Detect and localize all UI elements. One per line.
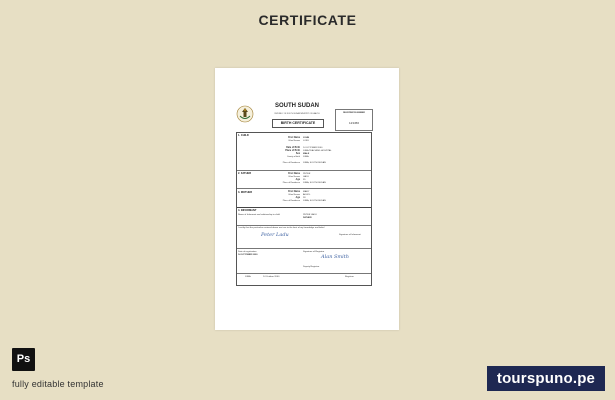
registration-label: REGISTRATION NUMBER [343, 112, 365, 114]
divider [237, 248, 371, 249]
certificate-sheet [215, 68, 399, 330]
informant-name: PETER LADU [303, 214, 317, 216]
child-pob-label: Place of Birth [285, 150, 300, 152]
child-sex-label: Sex [295, 153, 300, 155]
child-residence-label: Place of Residence [282, 162, 300, 164]
divider [237, 273, 371, 274]
child-sex: MALE [303, 153, 310, 155]
coat-of-arms-icon [236, 105, 254, 123]
child-dob: 14 OCTOBER 2000 [303, 147, 323, 149]
section-informant: 4. INFORMANT [238, 209, 257, 212]
registrar-signature-label: Signature of Registrar [303, 251, 325, 253]
details-frame [236, 132, 372, 286]
father-age: 35 [303, 179, 306, 181]
child-first-name-label: First Name [288, 137, 300, 139]
child-first-name: JOHN [303, 137, 310, 139]
certificate-type: BIRTH CERTIFICATE [272, 119, 324, 128]
footer-registrar: Registrar [345, 276, 354, 278]
section-mother: 3. MOTHER [238, 191, 253, 194]
registrar-signature: Alan Smith [321, 254, 349, 260]
mother-other-names: AKUOL [303, 194, 311, 196]
country-heading: SOUTH SUDAN [274, 103, 319, 109]
child-pob: JUBA TEACHING HOSPITAL [303, 150, 332, 152]
footer-date: 14 October 2000 [263, 276, 280, 278]
father-age-label: Age [295, 179, 300, 181]
child-dob-label: Date of Birth [286, 147, 300, 149]
child-residence: JUBA, SOUTH SUDAN [303, 162, 326, 164]
ministry-line: REPUBLIC OF SOUTH SUDAN MINISTRY OF HEALTH [274, 113, 320, 115]
informant-signature-label: Signature of Informant [339, 234, 361, 236]
divider [237, 188, 371, 189]
mother-residence: JUBA, SOUTH SUDAN [303, 200, 326, 202]
child-other-names-label: Other Names [288, 140, 300, 142]
mother-residence-label: Place of Residence [282, 200, 300, 202]
brand-logo: tourspuno.pe [487, 366, 605, 391]
divider [237, 170, 371, 171]
informant-signature: Peter Ladu [261, 232, 289, 238]
father-residence-label: Place of Residence [282, 182, 300, 184]
page-title: CERTIFICATE [258, 12, 357, 28]
divider [237, 207, 371, 208]
child-county: JUBA [303, 156, 309, 158]
divider [237, 225, 371, 226]
mother-age: 28 [303, 197, 306, 199]
father-first-name-label: First Name [288, 173, 300, 175]
date-registration: 14 OCTOBER 2000 [238, 254, 258, 256]
section-child: 1. CHILD [238, 134, 249, 137]
registration-box [335, 109, 373, 131]
template-caption: fully editable template [12, 379, 104, 389]
date-registration-label: Date of registration [238, 251, 257, 253]
mother-other-names-label: Other Names [288, 194, 300, 196]
mother-first-name-label: First Name [288, 191, 300, 193]
mother-age-label: Age [295, 197, 300, 199]
father-residence: JUBA, SOUTH SUDAN [303, 182, 326, 184]
child-other-names: LOKU [303, 140, 309, 142]
registration-number: 123456 [348, 121, 359, 125]
informant-relationship: FATHER [303, 217, 312, 219]
father-first-name: PETER [303, 173, 311, 175]
certify-statement: I certify that the particulars entered above are true to the best of my knowledge and belief [238, 227, 325, 229]
photoshop-icon: Ps [12, 348, 35, 371]
father-other-names-label: Other Names [288, 176, 300, 178]
father-other-names: LADU [303, 176, 309, 178]
mother-first-name: MARY [303, 191, 310, 193]
deputy-registrar-label: Deputy Registrar [303, 266, 320, 268]
section-father: 2. FATHER [238, 172, 252, 175]
footer-code: JUBA [245, 276, 251, 278]
child-county-label: County of birth [286, 156, 300, 158]
informant-name-label: Name of Informant and relationship to child [238, 214, 280, 216]
